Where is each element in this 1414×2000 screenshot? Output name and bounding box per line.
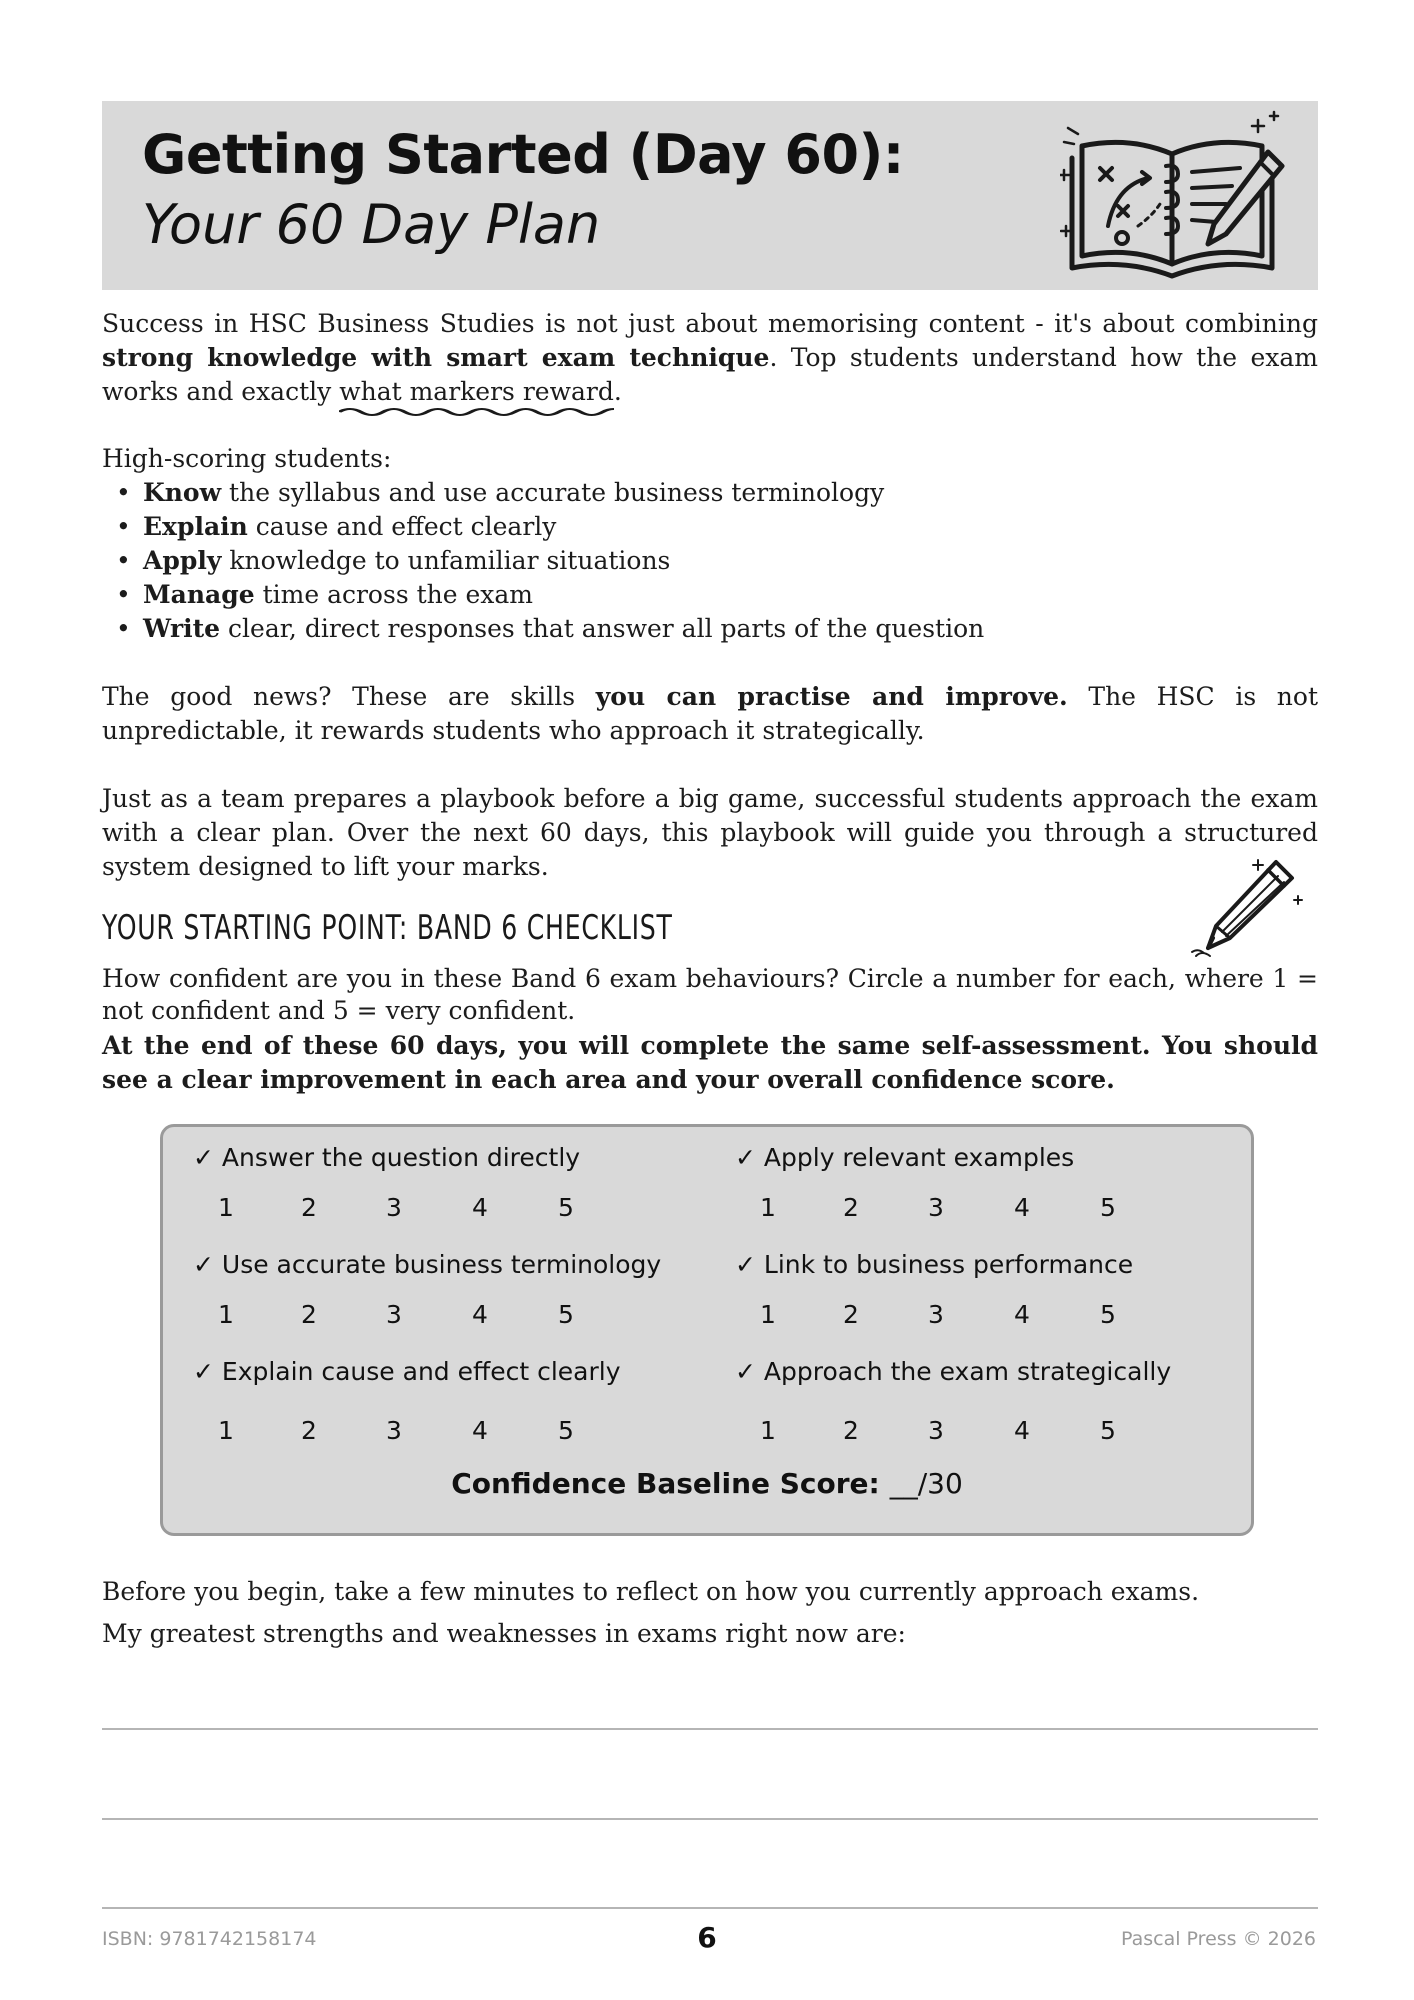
- footer-isbn: ISBN: 9781742158174: [102, 1928, 317, 1950]
- checklist-item: ✓ Link to business performance 1 2 3 4 5: [735, 1248, 1133, 1332]
- rating-option[interactable]: 1: [218, 1300, 234, 1329]
- answer-line[interactable]: [102, 1818, 1318, 1820]
- squiggle-underline: what markers reward: [339, 375, 614, 409]
- rating-option[interactable]: 4: [1014, 1416, 1030, 1445]
- rating-option[interactable]: 4: [1014, 1193, 1030, 1222]
- rating-option[interactable]: 4: [472, 1300, 488, 1329]
- rating-option[interactable]: 1: [760, 1300, 776, 1329]
- rating-option[interactable]: 5: [558, 1300, 574, 1329]
- rating-option[interactable]: 5: [1100, 1416, 1116, 1445]
- rating-option[interactable]: 2: [843, 1193, 859, 1222]
- rating-option[interactable]: 3: [386, 1300, 402, 1329]
- band6-checklist: [160, 1124, 1254, 1536]
- rating-option[interactable]: 1: [760, 1416, 776, 1445]
- rating-option[interactable]: 4: [472, 1193, 488, 1222]
- good-news-paragraph: The good news? These are skills you can practise and improve. The HSC is not unpredictable, it rewards students who approach it strategically.: [102, 682, 1319, 745]
- reflection-prompt: Before you begin, take a few minutes to reflect on how you currently approach exams.: [102, 1577, 1200, 1606]
- list-item: • Explain cause and effect clearly: [143, 510, 1318, 544]
- rating-option[interactable]: 2: [301, 1300, 317, 1329]
- checklist-heading: YOUR STARTING POINT: BAND 6 CHECKLIST: [102, 908, 673, 948]
- playbook-paragraph: Just as a team prepares a playbook before a big game, successful students approach the exam with a clear plan. Over the next 60 days, this playbook will guide you through a structured system designed to lift your marks.: [102, 784, 1318, 881]
- rating-scale: [193, 1414, 621, 1448]
- rating-option[interactable]: 2: [843, 1416, 859, 1445]
- playbook-book-pencil-icon: [1060, 106, 1296, 284]
- list-item: • Write clear, direct responses that answer all parts of the question: [143, 612, 1318, 646]
- confidence-score-blank[interactable]: __/30: [889, 1467, 963, 1500]
- answer-line[interactable]: [102, 1728, 1318, 1730]
- rating-option[interactable]: 5: [1100, 1193, 1116, 1222]
- rating-option[interactable]: 3: [928, 1300, 944, 1329]
- checkmark-icon: ✓: [735, 1143, 756, 1172]
- rating-scale: [735, 1191, 1116, 1225]
- rating-option[interactable]: 3: [386, 1193, 402, 1222]
- header-banner: [102, 101, 1318, 290]
- rating-option[interactable]: 5: [558, 1193, 574, 1222]
- list-item: • Apply knowledge to unfamiliar situations: [143, 544, 1318, 578]
- checkmark-icon: ✓: [735, 1357, 756, 1386]
- page-number: 6: [697, 1921, 717, 1954]
- rating-scale: [193, 1298, 661, 1332]
- checkmark-icon: ✓: [735, 1250, 756, 1279]
- rating-option[interactable]: 1: [218, 1193, 234, 1222]
- rating-option[interactable]: 4: [1014, 1300, 1030, 1329]
- high-scoring-label: High-scoring students:: [102, 444, 392, 473]
- list-item: • Manage time across the exam: [143, 578, 1318, 612]
- rating-option[interactable]: 4: [472, 1416, 488, 1445]
- rating-option[interactable]: 2: [301, 1416, 317, 1445]
- page-subtitle: Your 60 Day Plan: [142, 193, 601, 256]
- intro-paragraph: Success in HSC Business Studies is not just about memorising content - it's about combining strong knowledge with smart exam technique. Top students understand how the exam works and exactly what markers reward .: [102, 307, 1318, 409]
- rating-scale: [193, 1191, 580, 1225]
- high-scoring-section: [102, 442, 1318, 646]
- rating-option[interactable]: 2: [301, 1193, 317, 1222]
- pencil-icon: [1188, 852, 1306, 958]
- checklist-item: ✓ Answer the question directly 1 2 3 4 5: [193, 1141, 580, 1225]
- list-item: • Know the syllabus and use accurate business terminology: [143, 476, 1318, 510]
- rating-scale: [735, 1414, 1171, 1448]
- footer-publisher: Pascal Press © 2026: [1121, 1928, 1316, 1950]
- checklist-item: ✓ Apply relevant examples 1 2 3 4 5: [735, 1141, 1074, 1225]
- checklist-item: ✓ Approach the exam strategically 1 2 3 4 5: [735, 1355, 1171, 1448]
- answer-line[interactable]: [102, 1907, 1318, 1909]
- confidence-score-label: Confidence Baseline Score:: [451, 1467, 880, 1500]
- rating-option[interactable]: 5: [558, 1416, 574, 1445]
- rating-option[interactable]: 1: [760, 1193, 776, 1222]
- checkmark-icon: ✓: [193, 1357, 214, 1386]
- rating-option[interactable]: 3: [928, 1193, 944, 1222]
- rating-option[interactable]: 3: [386, 1416, 402, 1445]
- rating-option[interactable]: 5: [1100, 1300, 1116, 1329]
- rating-scale: [735, 1298, 1133, 1332]
- checklist-item: ✓ Use accurate business terminology 1 2 3 4 5: [193, 1248, 661, 1332]
- high-scoring-list: [102, 476, 1318, 646]
- checklist-instructions: How confident are you in these Band 6 exam behaviours? Circle a number for each, where 1 = not confident and 5 = very confident.: [102, 964, 1318, 1025]
- intro-bold-phrase: strong knowledge with smart exam technique: [102, 343, 770, 372]
- checkmark-icon: ✓: [193, 1250, 214, 1279]
- reflection-question: My greatest strengths and weaknesses in exams right now are:: [102, 1619, 906, 1648]
- checklist-bold-note: At the end of these 60 days, you will complete the same self-assessment. You should see a clear improvement in each area and your overall confidence score.: [102, 1031, 1318, 1094]
- confidence-score: [163, 1467, 1251, 1500]
- rating-option[interactable]: 1: [218, 1416, 234, 1445]
- rating-option[interactable]: 3: [928, 1416, 944, 1445]
- page-title: Getting Started (Day 60):: [142, 123, 904, 186]
- checkmark-icon: ✓: [193, 1143, 214, 1172]
- rating-option[interactable]: 2: [843, 1300, 859, 1329]
- checklist-item: ✓ Explain cause and effect clearly 1 2 3 4 5: [193, 1355, 621, 1448]
